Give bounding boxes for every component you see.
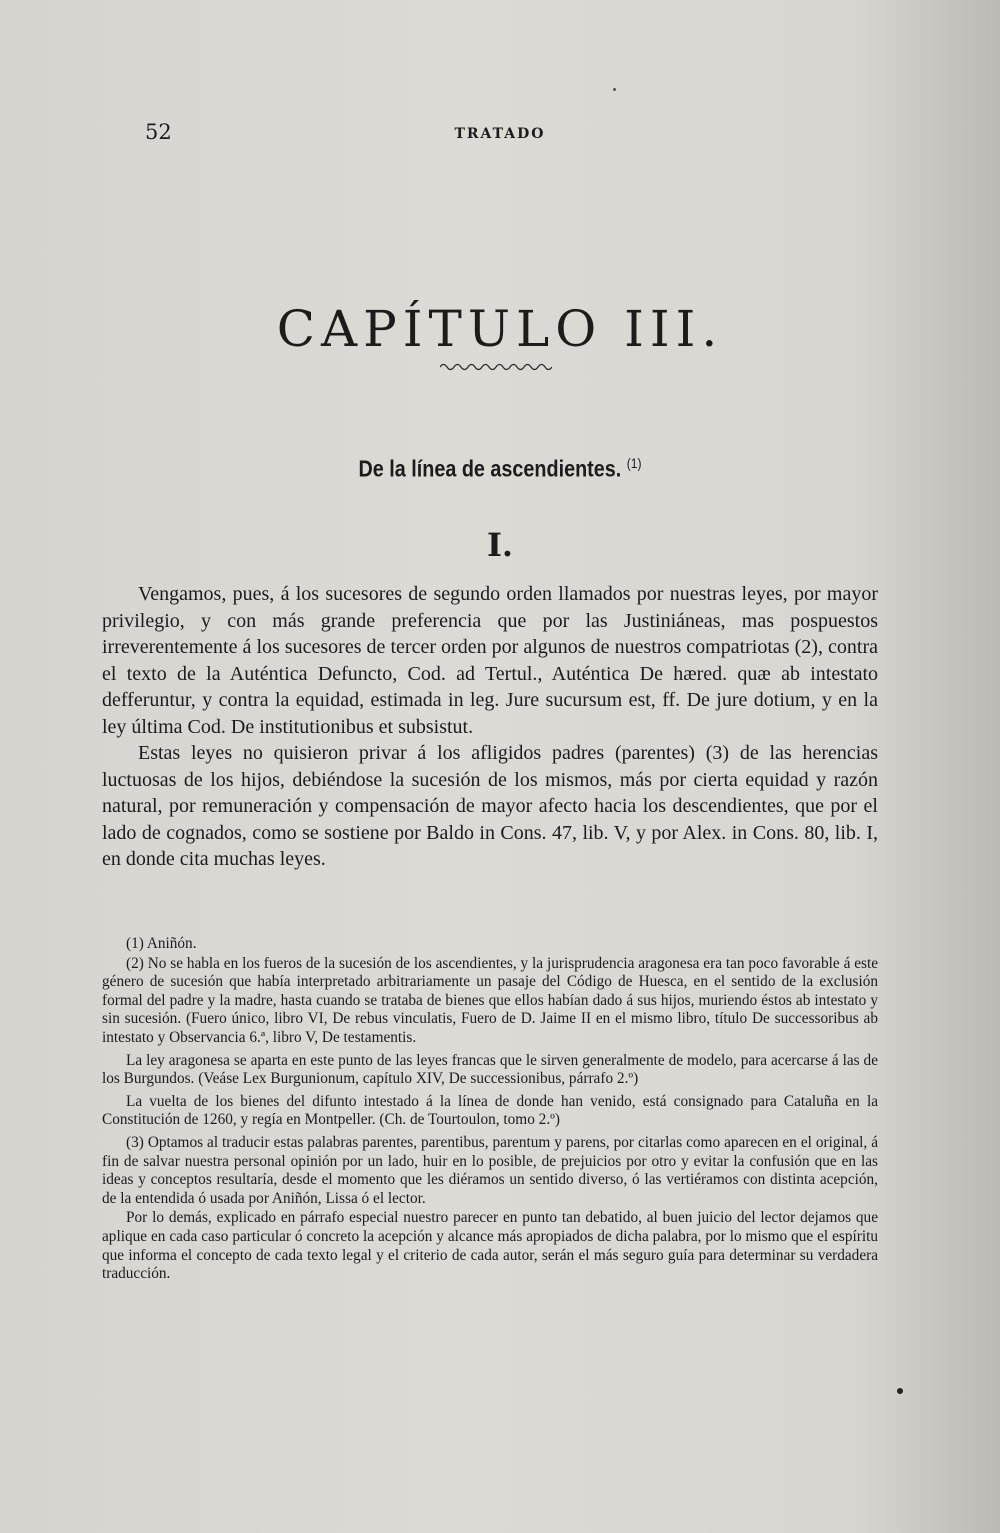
footnote: La ley aragonesa se aparta en este punto de las leyes francas que le sirven generalmente de modelo, para acercarse á las de los Burgundos. (Veáse Lex Burgunionum, capítulo XIV, De successionibus, párrafo 2.º) bbox=[102, 1051, 878, 1088]
body-paragraph: Vengamos, pues, á los sucesores de segundo orden llamados por nuestras leyes, por mayor privilegio, y con más grande preferencia que por las Justiniáneas, mas pospuestos irreverentemente á los sucesores de tercer orden por algunos de nuestros compatriotas (2), contra el texto de la Auténtica Defuncto, Cod. ad Tertul., Auténtica De hæred. quæ ab intestato defferuntur, y contra la equidad, estimada in leg. Jure sucursum est, ff. De jure dotium, y en la ley última Cod. De institutionibus et subsistut. bbox=[102, 583, 878, 738]
chapter-title: CAPÍTULO III. bbox=[276, 300, 724, 358]
footnote: Por lo demás, explicado en párrafo especial nuestro parecer en punto tan debatido, al buen juicio del lector dejamos que aplique en cada caso particular ó concreto la acepción y alcance más apropiados de dicha palabra, por lo mismo que el espíritu que informa el concepto de cada texto legal y el criterio de cada autor, serán el más seguro guía para determinar su verdadera traducción. bbox=[102, 1209, 878, 1283]
main-text bbox=[102, 581, 878, 873]
footnote: (2) No se habla en los fueros de la sucesión de los ascendientes, y la jurisprudencia aragonesa era tan poco favorable á este género de sucesión que había interpretado arbitrariamente un pasaje del Código de Huesca, en el sentido de la exclusión formal del padre y la madre, hasta cuando se trataba de bienes que ellos habían dado á sus hijos, muriendo éstos ab intestato y sin sucesión. (Fuero único, libro VI, De rebus vinculatis, Fuero de D. Jaime II en el mismo libro, título De successoribus ab intestato y Observancia 6.ª, libro V, De testamentis. bbox=[102, 954, 878, 1046]
section-heading bbox=[70, 455, 930, 483]
section-number: I. bbox=[486, 526, 514, 564]
footnote: (1) Aniñón. bbox=[126, 935, 197, 952]
section-note-ref: (1) bbox=[626, 455, 642, 471]
page-number: 52 bbox=[145, 120, 172, 144]
running-title: TRATADO bbox=[454, 126, 546, 142]
footnotes bbox=[102, 935, 878, 1285]
wavy-ornament-line bbox=[440, 365, 552, 370]
ink-dot bbox=[897, 1388, 903, 1394]
body-paragraph: Estas leyes no quisieron privar á los afligidos padres (parentes) (3) de las herencias luctuosas de los hijos, debiéndose la sucesión de los mismos, más por cierta equidad y razón natural, por remuneración y compensación de mayor afecto hacia los descendientes, que por el lado de cognados, como se sostiene por Baldo in Cons. 47, lib. V, y por Alex. in Cons. 80, lib. I, en donde cita muchas leyes. bbox=[102, 742, 878, 870]
wavy-ornament bbox=[440, 362, 552, 372]
footnote: La vuelta de los bienes del difunto intestado á la línea de donde han venido, está consignado para Cataluña en la Constitución de 1260, y regía en Montpeller. (Ch. de Tourtoulon, tomo 2.º) bbox=[102, 1092, 878, 1129]
paper-speck bbox=[613, 88, 616, 91]
section-heading-text: De la línea de ascendientes. bbox=[358, 455, 622, 482]
footnote: (3) Optamos al traducir estas palabras parentes, parentibus, parentum y parens, por citarlas como aparecen en el original, á fin de salvar nuestra personal opinión por un lado, huir en lo posible, de prejuicios por otro y evitar la confusión que en las ideas y conceptos resultaría, desde el momento que les diéramos un sentido diverso, ó las vertiéramos con distinta acepción, de la entendida ó usada por Aniñón, Lissa ó el lector. bbox=[102, 1133, 878, 1207]
